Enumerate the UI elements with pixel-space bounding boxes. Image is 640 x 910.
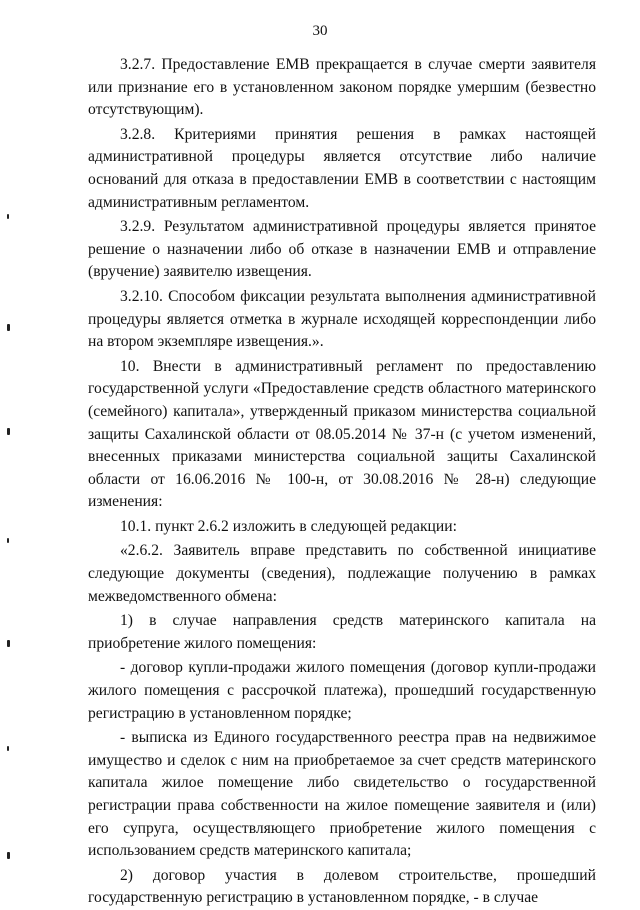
- paragraph: 3.2.9. Результатом административной процедуры является принятое решение о назначении либо об отказе в назначении ЕМВ и отправление (вручение) заявителю извещения.: [88, 218, 596, 281]
- paragraph: 3.2.7. Предоставление ЕМВ прекращается в случае смерти заявителя или признание его в установленном законом порядке умершим (безвестно отсутствующим).: [88, 56, 596, 119]
- paragraph: 10.1. пункт 2.6.2 изложить в следующей редакции:: [120, 517, 457, 535]
- paragraph: - выписка из Единого государственного реестра прав на недвижимое имущество и сделок с ним на приобретаемое за счет средств материнского капитала жилое помещение либо свидетельство о государственной регистрации права собственности на жилое помещение заявителя и (или) его супруга, осуществляющего приобретение жилого помещения с использованием средств материнского капитала;: [88, 729, 596, 860]
- document-body: [88, 54, 596, 910]
- page-number: 30: [312, 23, 328, 39]
- paragraph: 3.2.10. Способом фиксации результата выполнения административной процедуры является отметка в журнале исходящей корреспонденции либо на втором экземпляре извещения.».: [88, 287, 596, 351]
- paragraph: «2.6.2. Заявитель вправе представить по собственной инициативе следующие документы (сведения), подлежащие получению в рамках межведомственного обмена:: [88, 542, 596, 605]
- paragraph: 3.2.8. Критериями принятия решения в рамках настоящей административной процедуры является отсутствие либо наличие оснований для отказа в предоставлении ЕМВ в соответствии с настоящим административным регламентом.: [88, 125, 596, 211]
- paragraph: 10. Внести в административный регламент по предоставлению государственной услуги «Предоставление средств областного материнского (семейного) капитала», утвержденный приказом министерства социальной защиты Сахалинской области от 08.05.2014 № 37-н (с учетом изменений, внесенных приказами министерства социальной защиты Сахалинской области от 16.06.2016 № 100-н, от 30.08.2016 № 28-н) следующие изменения:: [88, 357, 596, 511]
- scan-mark: [7, 538, 9, 543]
- scan-mark: [7, 746, 9, 751]
- paragraph: 1) в случае направления средств материнского капитала на приобретение жилого помещения:: [88, 612, 596, 652]
- scan-mark: [7, 214, 9, 219]
- scan-mark: [7, 640, 10, 647]
- paragraph: 2) договор участия в долевом строительстве, прошедший государственную регистрацию в установленном порядке, - в случае: [88, 866, 596, 907]
- scan-mark: [7, 324, 10, 331]
- paragraph: - договор купли-продажи жилого помещения (договор купли-продажи жилого помещения с рассрочкой платежа), прошедший государственную регистрацию в установленном порядке;: [88, 659, 596, 722]
- scan-mark: [7, 852, 10, 859]
- scan-mark: [7, 428, 10, 435]
